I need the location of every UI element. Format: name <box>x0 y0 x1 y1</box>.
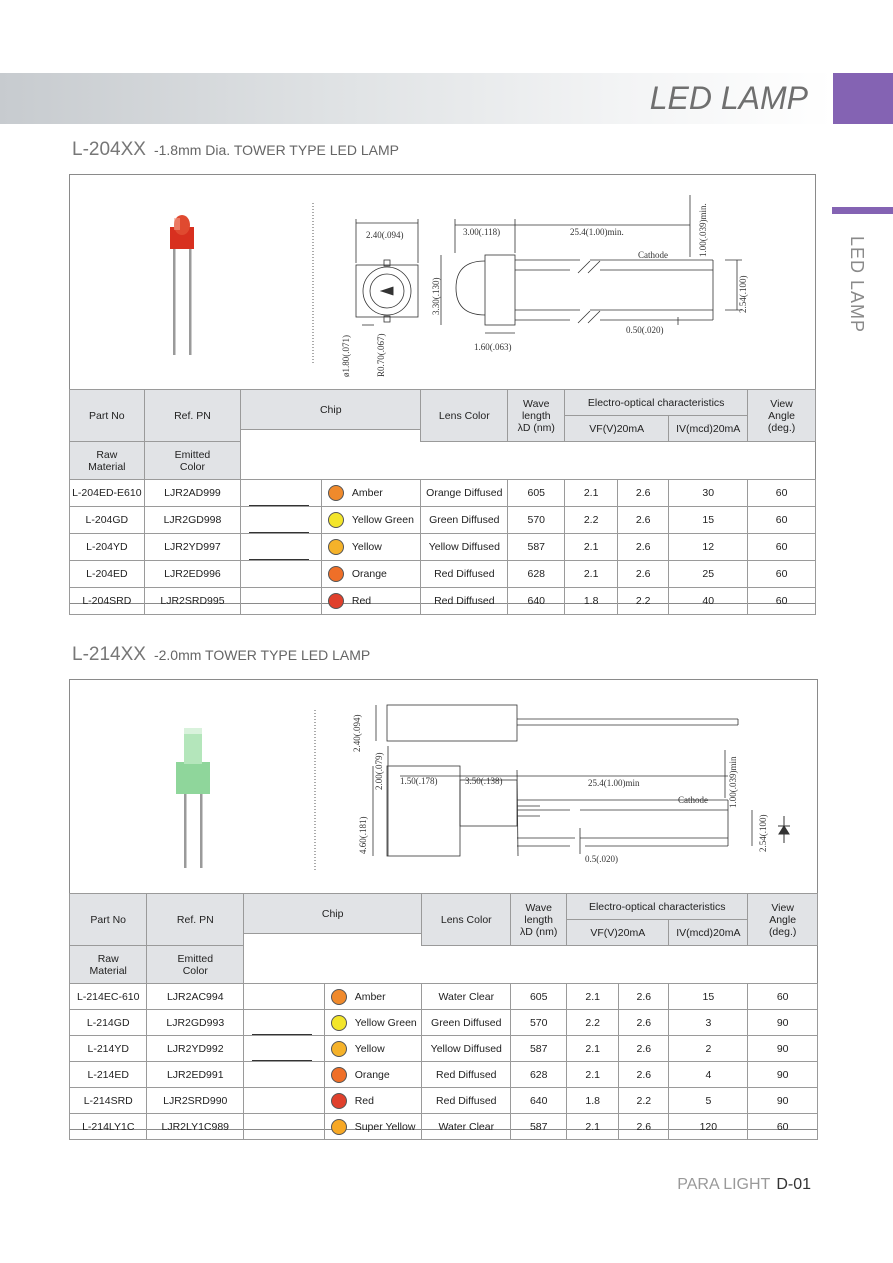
wavelength-cell: 587 <box>508 534 565 561</box>
table-row <box>70 1010 818 1036</box>
lens-color-cell: Water Clear <box>422 984 511 1010</box>
emitted-color-cell <box>324 1036 422 1062</box>
view-angle-cell: 60 <box>748 984 818 1010</box>
emitted-color-label: Amber <box>354 990 386 1003</box>
th-view-angle: View Angle (deg.) <box>748 390 816 442</box>
footer-page-number: D-01 <box>776 1176 811 1193</box>
raw-material-cell <box>244 1114 325 1140</box>
vf-typ-cell: 2.2 <box>567 1010 619 1036</box>
emitted-color-cell <box>324 984 422 1010</box>
diode-symbol <box>778 816 790 843</box>
ref-pn-cell: LJR2ED991 <box>147 1062 244 1088</box>
dim-214-d3: 1.50(.178) <box>400 776 438 786</box>
iv-typ-cell: 15 <box>669 984 748 1010</box>
color-dot-icon <box>331 1119 347 1135</box>
emitted-color-cell <box>324 1114 422 1140</box>
wavelength-cell: 587 <box>511 1114 567 1140</box>
iv-typ-cell: 30 <box>669 480 748 507</box>
lens-color-cell: Green Diffused <box>422 1010 511 1036</box>
th2-iv: IV(mcd)20mA <box>669 920 748 946</box>
dim-204-cathode: Cathode <box>638 250 668 260</box>
view-angle-cell: 90 <box>748 1062 818 1088</box>
th-emitted-color: Emitted Color <box>144 442 241 480</box>
vf-typ-cell: 2.1 <box>567 1062 619 1088</box>
ref-pn-cell: LJR2LY1C989 <box>147 1114 244 1140</box>
vf-max-cell: 2.6 <box>619 984 669 1010</box>
part-no-cell: L-204YD <box>70 534 145 561</box>
emitted-color-cell <box>321 588 420 615</box>
view-angle-cell: 90 <box>748 1036 818 1062</box>
lens-color-cell: Water Clear <box>422 1114 511 1140</box>
lens-color-cell: Yellow Diffused <box>421 534 508 561</box>
raw-material-cell <box>244 1010 325 1036</box>
iv-typ-cell: 5 <box>669 1088 748 1114</box>
color-dot-icon <box>328 539 344 555</box>
emitted-color-cell <box>321 507 420 534</box>
emitted-color-cell <box>321 480 420 507</box>
color-dot-icon <box>328 566 344 582</box>
iv-typ-cell: 3 <box>669 1010 748 1036</box>
dim-204-d10: R0.70(.067) <box>376 333 386 377</box>
raw-material-cell <box>244 984 325 1010</box>
emitted-color-cell <box>324 1062 422 1088</box>
emitted-color-label: Yellow <box>354 1042 385 1055</box>
side-view-204 <box>441 195 742 333</box>
table-row <box>70 534 816 561</box>
raw-material-cell <box>244 1088 325 1114</box>
ref-pn-cell: LJR2YD992 <box>147 1036 244 1062</box>
part-no-cell: L-214ED <box>70 1062 147 1088</box>
table-row <box>70 507 816 534</box>
section1-model: L-204XX <box>72 139 146 160</box>
led-photo-214 <box>176 728 210 868</box>
lens-color-cell: Orange Diffused <box>421 480 508 507</box>
vf-typ-cell: 2.1 <box>567 1036 619 1062</box>
table-row <box>70 480 816 507</box>
color-dot-icon <box>331 1067 347 1083</box>
ref-pn-cell: LJR2SRD995 <box>144 588 241 615</box>
header-accent-tab <box>833 73 893 124</box>
part-no-cell: L-204SRD <box>70 588 145 615</box>
color-dot-icon <box>331 989 347 1005</box>
th2-part-no: Part No <box>70 894 147 946</box>
dim-204-d2: 3.00(.118) <box>463 227 501 237</box>
led-photo-204 <box>170 215 194 355</box>
vf-max-cell: 2.6 <box>618 480 669 507</box>
vf-max-cell: 2.6 <box>619 1036 669 1062</box>
part-no-cell: L-214GD <box>70 1010 147 1036</box>
th-ref-pn: Ref. PN <box>144 390 241 442</box>
emitted-color-label: Orange <box>351 567 387 580</box>
th2-lens-color: Lens Color <box>422 894 511 946</box>
vf-max-cell: 2.6 <box>618 561 669 588</box>
th2-eo: Electro-optical characteristics <box>567 894 748 920</box>
color-dot-icon <box>331 1015 347 1031</box>
view-angle-cell: 60 <box>748 561 816 588</box>
vf-typ-cell: 1.8 <box>565 588 618 615</box>
vf-max-cell: 2.6 <box>618 507 669 534</box>
ref-pn-cell: LJR2GD993 <box>147 1010 244 1036</box>
lens-color-cell: Red Diffused <box>421 588 508 615</box>
emitted-color-label: Yellow <box>351 540 382 553</box>
view-angle-cell: 90 <box>748 1010 818 1036</box>
section1-box <box>69 174 816 607</box>
th2-view-angle: View Angle (deg.) <box>748 894 818 946</box>
vf-max-cell: 2.2 <box>619 1088 669 1114</box>
part-no-cell: L-214LY1C <box>70 1114 147 1140</box>
dim-204-d3: 25.4(1.00)min. <box>570 227 624 237</box>
th-chip: Chip <box>241 390 421 430</box>
dim-214-d8: 2.54(.100) <box>758 814 768 852</box>
iv-typ-cell: 25 <box>669 561 748 588</box>
dim-204-d1: 2.40(.094) <box>366 230 404 240</box>
vf-typ-cell: 2.1 <box>567 984 619 1010</box>
ref-pn-cell: LJR2AD999 <box>144 480 241 507</box>
section1-diagram <box>70 175 815 390</box>
emitted-color-label: Red <box>351 594 372 607</box>
ref-pn-cell: LJR2ED996 <box>144 561 241 588</box>
emitted-color-cell <box>324 1010 422 1036</box>
iv-typ-cell: 2 <box>669 1036 748 1062</box>
th-raw-material: Raw Material <box>70 442 145 480</box>
section2-diagram <box>70 680 817 894</box>
color-dot-icon <box>328 512 344 528</box>
vf-typ-cell: 2.1 <box>565 534 618 561</box>
page-title: LED LAMP <box>649 80 808 116</box>
th-iv: IV(mcd)20mA <box>669 416 748 442</box>
th-lens-color: Lens Color <box>421 390 508 442</box>
wavelength-cell: 570 <box>508 507 565 534</box>
view-angle-cell: 90 <box>748 1088 818 1114</box>
ref-pn-cell: LJR2YD997 <box>144 534 241 561</box>
iv-typ-cell: 40 <box>669 588 748 615</box>
iv-typ-cell: 15 <box>669 507 748 534</box>
vf-typ-cell: 1.8 <box>567 1088 619 1114</box>
view-angle-cell: 60 <box>748 480 816 507</box>
lens-color-cell: Red Diffused <box>421 561 508 588</box>
th2-ref-pn: Ref. PN <box>147 894 244 946</box>
iv-typ-cell: 120 <box>669 1114 748 1140</box>
iv-typ-cell: 4 <box>669 1062 748 1088</box>
section1-spec-table <box>69 389 816 615</box>
section2-title <box>72 644 370 666</box>
lens-color-cell: Green Diffused <box>421 507 508 534</box>
lens-color-cell: Red Diffused <box>422 1062 511 1088</box>
part-no-cell: L-204GD <box>70 507 145 534</box>
dim-204-d9: ø1.80(.071) <box>341 335 351 377</box>
vf-typ-cell: 2.1 <box>565 561 618 588</box>
part-no-cell: L-214SRD <box>70 1088 147 1114</box>
ref-pn-cell: LJR2SRD990 <box>147 1088 244 1114</box>
section1-subtitle: -1.8mm Dia. TOWER TYPE LED LAMP <box>153 142 400 158</box>
color-dot-icon <box>328 593 344 609</box>
table-row <box>70 1036 818 1062</box>
raw-material-cell <box>244 1036 325 1062</box>
vf-max-cell: 2.6 <box>619 1010 669 1036</box>
wavelength-cell: 587 <box>511 1036 567 1062</box>
ref-pn-cell: LJR2AC994 <box>147 984 244 1010</box>
dim-204-d6: 2.54(.100) <box>738 275 748 313</box>
raw-material-cell <box>241 480 322 507</box>
color-dot-icon <box>331 1093 347 1109</box>
section2-subtitle: -2.0mm TOWER TYPE LED LAMP <box>153 647 371 663</box>
ref-pn-cell: LJR2GD998 <box>144 507 241 534</box>
raw-material-cell <box>241 534 322 561</box>
th2-raw-material: Raw Material <box>70 946 147 984</box>
th-vf: VF(V)20mA <box>565 416 669 442</box>
dim-214-d2: 2.00(.079) <box>374 752 384 790</box>
raw-material-cell <box>241 507 322 534</box>
emitted-color-label: Amber <box>351 486 383 499</box>
wavelength-cell: 605 <box>508 480 565 507</box>
th2-vf: VF(V)20mA <box>567 920 669 946</box>
wavelength-cell: 570 <box>511 1010 567 1036</box>
dim-214-cathode: Cathode <box>678 795 708 805</box>
part-no-cell: L-204ED-E610 <box>70 480 145 507</box>
th2-emitted-color: Emitted Color <box>147 946 244 984</box>
lens-color-cell: Yellow Diffused <box>422 1036 511 1062</box>
dim-204-d5: 3.30(.130) <box>431 277 441 315</box>
dim-214-d6: 1.00(.039)min <box>728 756 738 808</box>
vf-typ-cell: 2.1 <box>565 480 618 507</box>
emitted-color-cell <box>324 1088 422 1114</box>
dim-214-d4: 3.50(.138) <box>465 776 503 786</box>
raw-material-cell <box>241 588 322 615</box>
raw-material-cell <box>244 1062 325 1088</box>
side-accent-bar <box>832 207 893 214</box>
emitted-color-label: Yellow Green <box>354 1016 417 1029</box>
th-wavelength: Wave length λD (nm) <box>508 390 565 442</box>
color-dot-icon <box>331 1041 347 1057</box>
view-angle-cell: 60 <box>748 534 816 561</box>
view-angle-cell: 60 <box>748 507 816 534</box>
wavelength-cell: 605 <box>511 984 567 1010</box>
table-row <box>70 1114 818 1140</box>
section2-model: L-214XX <box>72 644 146 665</box>
th2-chip: Chip <box>244 894 422 934</box>
dim-204-d7: 0.50(.020) <box>626 325 664 335</box>
vf-typ-cell: 2.2 <box>565 507 618 534</box>
part-no-cell: L-204ED <box>70 561 145 588</box>
dim-204-d8: 1.60(.063) <box>474 342 512 352</box>
table-row <box>70 561 816 588</box>
emitted-color-label: Super Yellow <box>354 1120 416 1133</box>
emitted-color-label: Red <box>354 1094 374 1107</box>
raw-material-cell <box>241 561 322 588</box>
th-eo: Electro-optical characteristics <box>565 390 748 416</box>
section2-box <box>69 679 818 1133</box>
iv-typ-cell: 12 <box>669 534 748 561</box>
emitted-color-cell <box>321 561 420 588</box>
vf-max-cell: 2.2 <box>618 588 669 615</box>
emitted-color-label: Orange <box>354 1068 390 1081</box>
table-row <box>70 1062 818 1088</box>
wavelength-cell: 640 <box>508 588 565 615</box>
table-row <box>70 588 816 615</box>
section1-title <box>72 139 399 161</box>
table-row <box>70 984 818 1010</box>
color-dot-icon <box>328 485 344 501</box>
dim-214-d5: 25.4(1.00)min <box>588 778 640 788</box>
vf-max-cell: 2.6 <box>619 1062 669 1088</box>
wavelength-cell: 628 <box>508 561 565 588</box>
th-part-no: Part No <box>70 390 145 442</box>
part-no-cell: L-214YD <box>70 1036 147 1062</box>
part-no-cell: L-214EC-610 <box>70 984 147 1010</box>
view-angle-cell: 60 <box>748 1114 818 1140</box>
dim-214-d1: 2.40(.094) <box>352 714 362 752</box>
th2-wavelength: Wave length λD (nm) <box>511 894 567 946</box>
table-row <box>70 1088 818 1114</box>
wavelength-cell: 640 <box>511 1088 567 1114</box>
footer <box>677 1176 811 1194</box>
lens-color-cell: Red Diffused <box>422 1088 511 1114</box>
emitted-color-label: Yellow Green <box>351 513 414 526</box>
dim-214-d9: 0.5(.020) <box>585 854 618 864</box>
footer-brand: PARA LIGHT <box>677 1176 771 1193</box>
section2-spec-table <box>69 893 818 1140</box>
view-angle-cell: 60 <box>748 588 816 615</box>
vf-typ-cell: 2.1 <box>567 1114 619 1140</box>
side-label: LED LAMP <box>847 236 867 334</box>
dim-204-d4: 1.00(.039)min. <box>698 203 708 257</box>
dim-214-d7: 4.60(.181) <box>358 816 368 854</box>
wavelength-cell: 628 <box>511 1062 567 1088</box>
vf-max-cell: 2.6 <box>618 534 669 561</box>
emitted-color-cell <box>321 534 420 561</box>
vf-max-cell: 2.6 <box>619 1114 669 1140</box>
